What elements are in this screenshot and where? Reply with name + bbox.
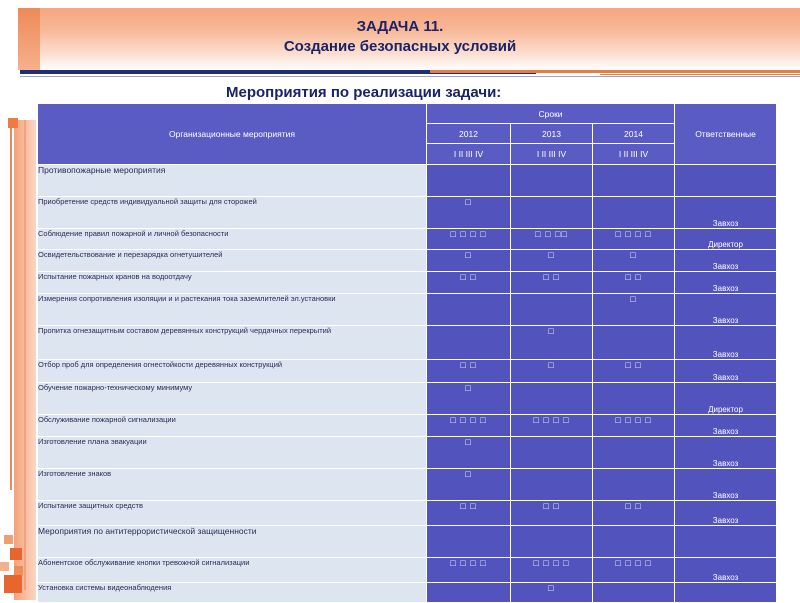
responsible: Завхоз (675, 501, 777, 526)
activity-name: Установка системы видеонаблюдения (38, 583, 427, 603)
decor-square (4, 575, 22, 593)
table-row (38, 360, 777, 383)
schedule-2012: □ □ □ □ (427, 558, 511, 583)
activity-name: Изготовление плана эвакуации (38, 437, 427, 469)
activity-name: Освидетельствование и перезарядка огнетушителей (38, 250, 427, 272)
header-year: 2014 (593, 124, 675, 144)
header-responsible: Ответственные (675, 104, 777, 165)
activity-name: Пропитка огнезащитным составом деревянных конструкций чердачных перекрытий (38, 326, 427, 360)
activity-name: Обслуживание пожарной сигнализации (38, 415, 427, 437)
table-row (38, 165, 777, 197)
responsible: Завхоз (675, 250, 777, 272)
table-row (38, 469, 777, 501)
header-quarters: I II III IV (427, 144, 511, 165)
task-number: ЗАДАЧА 11. (356, 18, 444, 35)
schedule-2013: □ (511, 250, 593, 272)
table-row (38, 326, 777, 360)
table-row (38, 272, 777, 294)
task-title: Создание безопасных условий (283, 38, 517, 55)
schedule-2012: □ □ (427, 360, 511, 383)
table-row (38, 526, 777, 558)
schedule-2013: □ □ □□ (511, 229, 593, 250)
responsible: Завхоз (675, 294, 777, 326)
header-terms: Сроки (427, 104, 675, 124)
decor-square (0, 562, 9, 571)
schedule-2014: □ □ (593, 501, 675, 526)
schedule-2013 (511, 165, 593, 197)
schedule-2014: □ □ (593, 272, 675, 294)
table-row (38, 197, 777, 229)
header-activities: Организационные мероприятия (38, 104, 427, 165)
section-subtitle: Мероприятия по реализации задачи: (226, 84, 502, 101)
table-row (38, 437, 777, 469)
divider-line (20, 76, 800, 77)
table-row (38, 558, 777, 583)
responsible (675, 165, 777, 197)
responsible: Завхоз (675, 469, 777, 501)
activity-name: Измерения сопротивления изоляции и и растекания тока заземлителей эл.установки (38, 294, 427, 326)
schedule-2012 (427, 165, 511, 197)
responsible: Директор (675, 383, 777, 415)
schedule-2012: □ □ (427, 501, 511, 526)
table-row (38, 229, 777, 250)
schedule-2013 (511, 294, 593, 326)
activity-name: Противопожарные мероприятия (38, 165, 427, 197)
table-row (38, 250, 777, 272)
responsible: Завхоз (675, 415, 777, 437)
schedule-2014: □ □ □ □ (593, 558, 675, 583)
schedule-2012: □ □ □ □ (427, 415, 511, 437)
schedule-2013: □ (511, 326, 593, 360)
schedule-2014 (593, 197, 675, 229)
schedule-2013: □ (511, 360, 593, 383)
schedule-2013: □ □ (511, 272, 593, 294)
schedule-2012 (427, 326, 511, 360)
responsible: Завхоз (675, 437, 777, 469)
schedule-2013 (511, 469, 593, 501)
schedule-2012 (427, 294, 511, 326)
responsible: Директор (675, 229, 777, 250)
schedule-2013: □ □ (511, 501, 593, 526)
schedule-2014 (593, 165, 675, 197)
activity-name: Испытание пожарных кранов на водоотдачу (38, 272, 427, 294)
decor-square (10, 548, 22, 560)
activity-name: Соблюдение правил пожарной и личной безопасности (38, 229, 427, 250)
activity-name: Приобретение средств индивидуальной защиты для сторожей (38, 197, 427, 229)
activity-name: Отбор проб для определения огнестойкости деревянных конструкций (38, 360, 427, 383)
schedule-2014: □ (593, 250, 675, 272)
schedule-2013 (511, 197, 593, 229)
schedule-2014: □ (593, 294, 675, 326)
decor-square (8, 118, 18, 128)
schedule-2013: □ □ □ □ (511, 558, 593, 583)
schedule-2014 (593, 383, 675, 415)
responsible: Завхоз (675, 197, 777, 229)
header-quarters: I II III IV (593, 144, 675, 165)
activity-name: Абонентское обслуживание кнопки тревожной сигнализации (38, 558, 427, 583)
table-row (38, 383, 777, 415)
header-year: 2013 (511, 124, 593, 144)
schedule-2013 (511, 437, 593, 469)
decor-square (4, 535, 13, 544)
activity-name: Испытание защитных средств (38, 501, 427, 526)
activity-name: Обучение пожарно-техническому минимуму (38, 383, 427, 415)
schedule-2012: □ (427, 197, 511, 229)
side-line (24, 120, 26, 590)
schedule-2013: □ □ □ □ (511, 415, 593, 437)
responsible: Завхоз (675, 326, 777, 360)
schedule-2012: □ □ (427, 272, 511, 294)
responsible: Завхоз (675, 272, 777, 294)
schedule-2014: □ □ (593, 360, 675, 383)
divider-line (430, 70, 800, 73)
schedule-2013 (511, 526, 593, 558)
activities-table (37, 103, 777, 603)
header-quarters: I II III IV (511, 144, 593, 165)
schedule-2012: □ (427, 469, 511, 501)
schedule-2014: □ □ □ □ (593, 415, 675, 437)
activity-name: Мероприятия по антитеррористической защищенности (38, 526, 427, 558)
schedule-2013 (511, 383, 593, 415)
side-line (10, 120, 12, 490)
schedule-2014 (593, 469, 675, 501)
schedule-2014: □ □ □ □ (593, 229, 675, 250)
schedule-2012: □ (427, 383, 511, 415)
schedule-2012: □ (427, 437, 511, 469)
schedule-2014 (593, 326, 675, 360)
activity-name: Изготовление знаков (38, 469, 427, 501)
table-row (38, 415, 777, 437)
schedule-2012: □ □ □ □ (427, 229, 511, 250)
schedule-2012 (427, 526, 511, 558)
header-year: 2012 (427, 124, 511, 144)
responsible: Завхоз (675, 360, 777, 383)
responsible (675, 526, 777, 558)
table-row (38, 501, 777, 526)
divider-line (600, 74, 800, 75)
responsible: Завхоз (675, 558, 777, 583)
schedule-2013: □ (511, 583, 593, 603)
schedule-2012: □ (427, 250, 511, 272)
schedule-2014 (593, 437, 675, 469)
schedule-2014 (593, 526, 675, 558)
decor-square (14, 566, 23, 575)
table-row (38, 294, 777, 326)
